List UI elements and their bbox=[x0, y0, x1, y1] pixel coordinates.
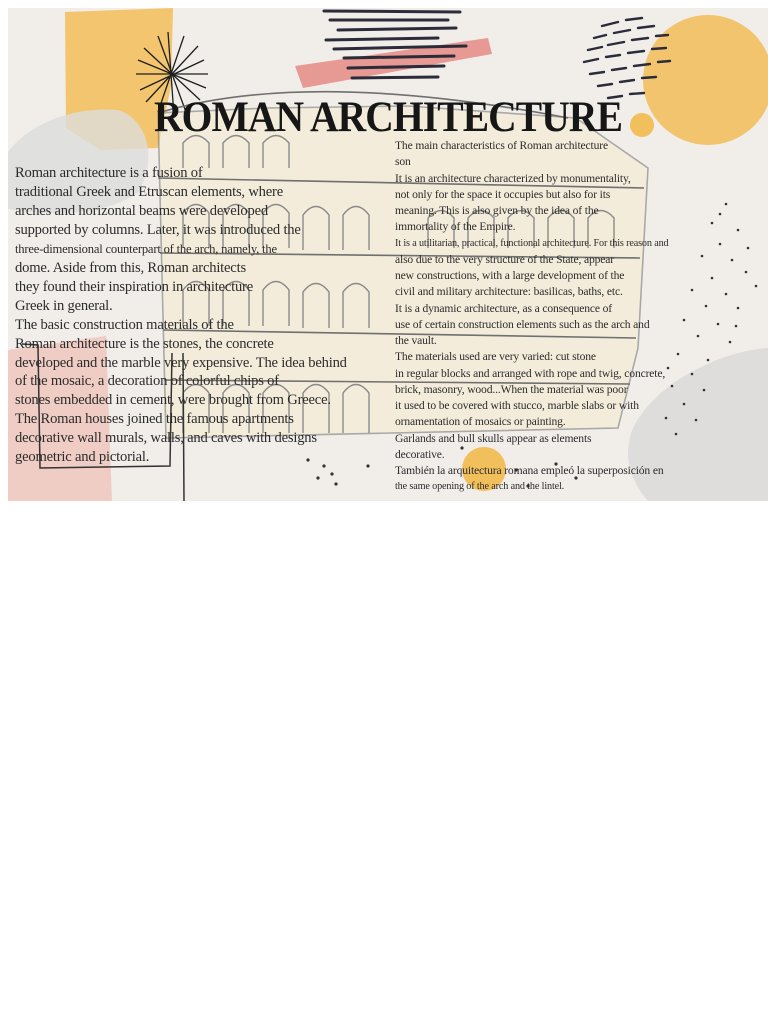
text-line: meaning. This is also given by the idea of the bbox=[395, 204, 599, 217]
text-line: geometric and pictorial. bbox=[15, 449, 150, 466]
text-line: ornamentation of mosaics or painting. bbox=[395, 415, 566, 429]
text-line: decorative. bbox=[395, 447, 445, 461]
text-line: immortality of the Empire. bbox=[395, 220, 516, 234]
text-line: in regular blocks and arranged with rope and twig, concrete, bbox=[395, 366, 666, 380]
text-line: stones embedded in cement, were brought from Greece. bbox=[15, 392, 331, 409]
text-line: It is a dynamic architecture, as a consequence of bbox=[395, 301, 613, 315]
text-line: also due to the very structure of the State, appear bbox=[395, 252, 614, 266]
text-line: The Roman houses joined the famous apartments bbox=[15, 411, 294, 428]
characteristics-text bbox=[395, 138, 695, 496]
text-line: It is a utilitarian, practical, functional architecture. For this reason and bbox=[395, 237, 669, 249]
text-line: civil and military architecture: basilicas, baths, etc. bbox=[395, 285, 623, 299]
text-line: use of certain construction elements such as the arch and bbox=[395, 317, 650, 331]
text-line: Garlands and bull skulls appear as elements bbox=[395, 431, 592, 445]
text-line: Greek in general. bbox=[15, 297, 113, 314]
text-line: developed and the marble very expensive. The idea behind bbox=[15, 354, 347, 371]
text-line: not only for the space it occupies but also for its bbox=[395, 187, 611, 201]
text-line: The main characteristics of Roman architecture bbox=[395, 139, 608, 152]
text-line: dome. Aside from this, Roman architects bbox=[15, 259, 246, 276]
text-line: arches and horizontal beams were developed bbox=[15, 202, 268, 219]
intro-text bbox=[15, 164, 347, 467]
text-line: it used to be covered with stucco, marble slabs or with bbox=[395, 399, 639, 412]
text-line: traditional Greek and Etruscan elements, where bbox=[15, 183, 283, 200]
text-line: supported by columns. Later, it was introduced the bbox=[15, 221, 301, 238]
text-line: they found their inspiration in architecture bbox=[15, 278, 253, 295]
text-line: the same opening of the arch and the lintel. bbox=[395, 481, 565, 493]
text-line: the vault. bbox=[395, 334, 437, 347]
text-line: brick, masonry, wood...When the material was poor bbox=[395, 382, 628, 396]
text-line: También la arquitectura romana empleó la superposición en bbox=[395, 464, 664, 477]
text-line: Roman architecture is a fusion of bbox=[15, 165, 203, 181]
text-line: three-dimensional counterpart of the arch, namely, the bbox=[15, 241, 277, 256]
text-line: son bbox=[395, 155, 411, 169]
slide bbox=[8, 8, 768, 501]
text-line: The basic construction materials of the bbox=[15, 316, 234, 333]
text-line: It is an architecture characterized by monumentality, bbox=[395, 171, 631, 185]
page-title: ROMAN ARCHITECTURE bbox=[153, 94, 623, 141]
text-line: The materials used are very varied: cut stone bbox=[395, 350, 596, 364]
text-line: of the mosaic, a decoration of colorful chips of bbox=[15, 373, 279, 390]
text-line: decorative wall murals, walls, and caves with designs bbox=[15, 430, 317, 447]
text-line: new constructions, with a large development of the bbox=[395, 269, 625, 282]
text-line: Roman architecture is the stones, the concrete bbox=[15, 335, 274, 352]
